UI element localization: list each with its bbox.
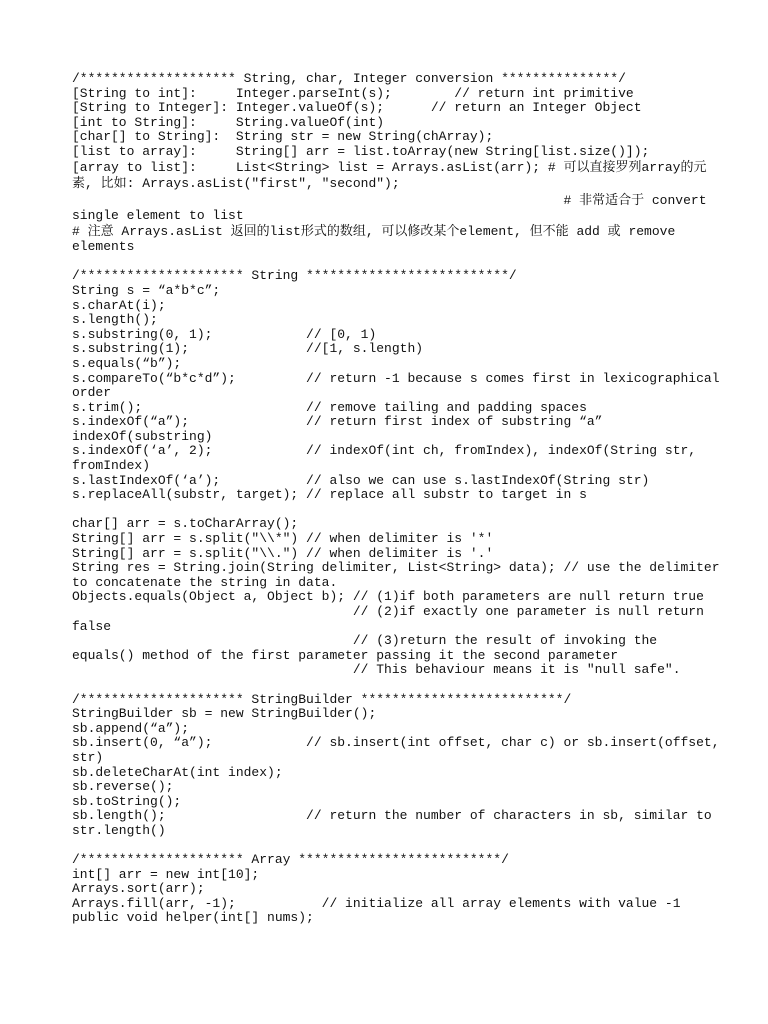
code-line: s.trim(); // remove tailing and padding spaces <box>72 399 587 415</box>
code-line: Arrays.fill(arr, -1); // initialize all array elements with value -1 <box>72 895 681 911</box>
section-header-stringbuilder: /********************* StringBuilder **************************/ <box>72 691 572 707</box>
code-line: [String to Integer]: Integer.valueOf(s); // return an Integer Object <box>72 100 642 116</box>
note-line: # 注意 Arrays.asList 返回的list形式的数组, 可以修改某个element, 但不能 add 或 remove <box>72 223 676 239</box>
code-line: String[] arr = s.split("\\*") // when delimiter is '*' <box>72 531 494 547</box>
code-line: [array to list]: List<String> list = Arrays.asList(arr); # 可以直接罗列array的元 <box>72 159 707 175</box>
code-line: equals() method of the first parameter passing it the second parameter <box>72 647 619 663</box>
code-line: String s = “a*b*c”; <box>72 282 221 298</box>
code-line: sb.insert(0, “a”); // sb.insert(int offset, char c) or sb.insert(offset, <box>72 735 720 751</box>
code-line: // (2)if exactly one parameter is null return <box>72 604 704 619</box>
code-line: s.indexOf(“a”); // return first index of substring “a” <box>72 414 603 430</box>
code-line: sb.deleteCharAt(int index); <box>72 764 283 780</box>
code-line: sb.reverse(); <box>72 779 174 795</box>
code-line: // (3)return the result of invoking the <box>72 633 658 649</box>
code-line: int[] arr = new int[10]; <box>72 866 260 882</box>
code-line: str.length() <box>72 822 166 838</box>
code-line: s.replaceAll(substr, target); // replace all substr to target in s <box>72 487 587 503</box>
code-line: [int to String]: String.valueOf(int) <box>72 114 385 130</box>
code-line: s.length(); <box>72 312 158 328</box>
code-line: order <box>72 385 112 401</box>
blank-line <box>72 503 712 518</box>
code-line: s.equals(“b”); <box>72 355 182 371</box>
section-header-array: /********************* Array **************************/ <box>72 852 509 868</box>
code-line: [char[] to String]: String str = new String(chArray); <box>72 129 494 145</box>
section-header-conversion: /******************** String, char, Integer conversion ***************/ <box>72 71 626 86</box>
code-line: sb.length(); // return the number of characters in sb, similar to <box>72 808 712 824</box>
blank-line <box>72 255 712 270</box>
code-line: s.indexOf(‘a’, 2); // indexOf(int ch, fromIndex), indexOf(String str, <box>72 443 697 459</box>
code-line: // This behaviour means it is "null safe". <box>72 662 681 678</box>
code-line: s.substring(1); //[1, s.length) <box>72 341 424 357</box>
code-line: s.compareTo(“b*c*d”); // return -1 because s comes first in lexicographical <box>72 370 720 386</box>
code-line: char[] arr = s.toCharArray(); <box>72 516 299 532</box>
code-line: StringBuilder sb = new StringBuilder(); <box>72 706 377 722</box>
blank-line <box>72 839 712 854</box>
code-line: to concatenate the string in data. <box>72 574 338 590</box>
code-line: indexOf(substring) <box>72 428 213 444</box>
code-line: 素, 比如: Arrays.asList("first", "second"); <box>72 176 400 192</box>
code-line: public void helper(int[] nums); <box>72 910 314 926</box>
code-line: s.lastIndexOf(‘a’); // also we can use s.lastIndexOf(String str) <box>72 472 650 488</box>
code-line: [String to int]: Integer.parseInt(s); // return int primitive <box>72 85 634 101</box>
code-line: Arrays.sort(arr); <box>72 881 205 897</box>
comment-line: single element to list <box>72 208 244 224</box>
code-line: sb.toString(); <box>72 793 182 809</box>
blank-line <box>72 678 712 693</box>
code-line: sb.append(“a”); <box>72 720 190 736</box>
code-line: fromIndex) <box>72 458 151 474</box>
code-line: String res = String.join(String delimiter, List<String> data); // use the delimiter <box>72 560 720 576</box>
document-body <box>72 71 720 926</box>
section-header-string: /********************* String **************************/ <box>72 268 517 284</box>
code-line: s.charAt(i); <box>72 297 166 313</box>
code-line: s.substring(0, 1); // [0, 1) <box>72 326 377 342</box>
comment-line: # 非常适合于 convert <box>72 192 707 208</box>
code-line: false <box>72 618 112 634</box>
code-line: Objects.equals(Object a, Object b); // (1)if both parameters are null return true <box>72 589 704 605</box>
code-line: String[] arr = s.split("\\.") // when delimiter is '.' <box>72 545 494 561</box>
note-line: elements <box>72 239 135 255</box>
code-line: str) <box>72 749 104 765</box>
code-line: [list to array]: String[] arr = list.toArray(new String[list.size()]); <box>72 143 650 159</box>
